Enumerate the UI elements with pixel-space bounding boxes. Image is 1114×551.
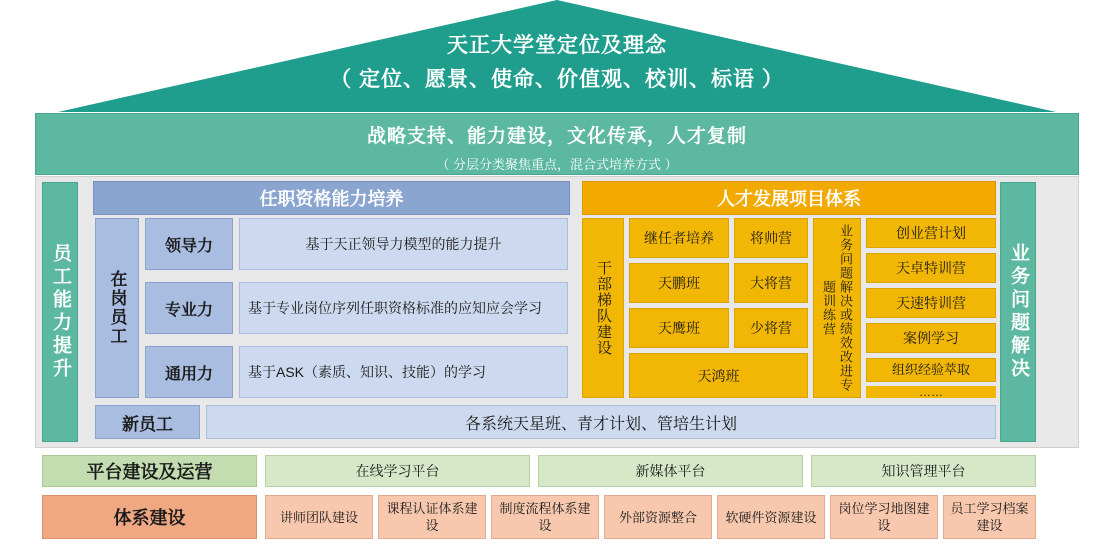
on-job-employee-label — [95, 218, 139, 398]
cadre-item-major-general-camp: 大将营 — [734, 263, 808, 303]
sidebar-business-problem: 业务问题解决 — [1000, 182, 1036, 442]
business-item-tiansu-camp: 天速特训营 — [866, 288, 996, 318]
cadre-echelon-label: 干部梯队建设 — [582, 218, 624, 398]
platform-item-new-media: 新媒体平台 — [538, 455, 803, 487]
cadre-item-tianpeng: 天鹏班 — [629, 263, 729, 303]
business-item-ellipsis: …… — [866, 386, 996, 398]
cadre-item-general-camp: 将帅营 — [734, 218, 808, 258]
system-item-external-resources: 外部资源整合 — [604, 495, 712, 539]
strategy-banner — [35, 113, 1079, 175]
business-training-camp-label: 业务问题解决或绩效改进专题训练营 — [813, 218, 861, 398]
platform-item-knowledge-management: 知识管理平台 — [811, 455, 1036, 487]
capability-general: 通用力 — [145, 346, 233, 398]
banner-main-text: 战略支持、能力建设，文化传承，人才复制 — [366, 126, 747, 147]
capability-leadership-desc: 基于天正领导力模型的能力提升 — [239, 218, 568, 270]
roof-title-line1: 天正大学堂定位及理念 — [447, 34, 667, 57]
system-label: 体系建设 — [42, 495, 257, 539]
talent-development-header: 人才发展项目体系 — [582, 181, 996, 215]
cadre-item-minor-general-camp: 少将营 — [734, 308, 808, 348]
capability-leadership: 领导力 — [145, 218, 233, 270]
system-item-hardware-software: 软硬件资源建设 — [717, 495, 825, 539]
system-item-process-system: 制度流程体系建设 — [491, 495, 599, 539]
on-job-employee-text: 在岗员工 — [107, 270, 127, 346]
roof-section — [58, 0, 1056, 112]
business-item-experience-extraction: 组织经验萃取 — [866, 358, 996, 382]
system-item-course-certification: 课程认证体系建设 — [378, 495, 486, 539]
roof-title-line2: （ 定位、愿景、使命、价值观、校训、标语 ） — [330, 68, 784, 91]
capability-professional: 专业力 — [145, 282, 233, 334]
sidebar-employee-capability: 员工能力提升 — [42, 182, 78, 442]
cadre-item-tianying: 天鹰班 — [629, 308, 729, 348]
qualification-header: 任职资格能力培养 — [93, 181, 570, 215]
banner-sub-text: （ 分层分类聚焦重点，混合式培养方式 ） — [436, 157, 678, 172]
system-item-learning-map: 岗位学习地图建设 — [830, 495, 938, 539]
new-employee-plans: 各系统天星班、青才计划、管培生计划 — [206, 405, 996, 439]
capability-professional-desc: 基于专业岗位序列任职资格标准的应知应会学习 — [239, 282, 568, 334]
roof-title — [58, 30, 1056, 96]
business-item-startup-camp: 创业营计划 — [866, 218, 996, 248]
cadre-item-tianhong: 天鸿班 — [629, 353, 808, 398]
business-item-case-study: 案例学习 — [866, 323, 996, 353]
cadre-item-successor: 继任者培养 — [629, 218, 729, 258]
business-item-tianzhuo-camp: 天卓特训营 — [866, 253, 996, 283]
system-item-learning-archive: 员工学习档案建设 — [943, 495, 1036, 539]
new-employee-label: 新员工 — [95, 405, 200, 439]
platform-item-online-learning: 在线学习平台 — [265, 455, 530, 487]
capability-general-desc: 基于ASK（素质、知识、技能）的学习 — [239, 346, 568, 398]
system-item-trainer-team: 讲师团队建设 — [265, 495, 373, 539]
platform-label: 平台建设及运营 — [42, 455, 257, 487]
